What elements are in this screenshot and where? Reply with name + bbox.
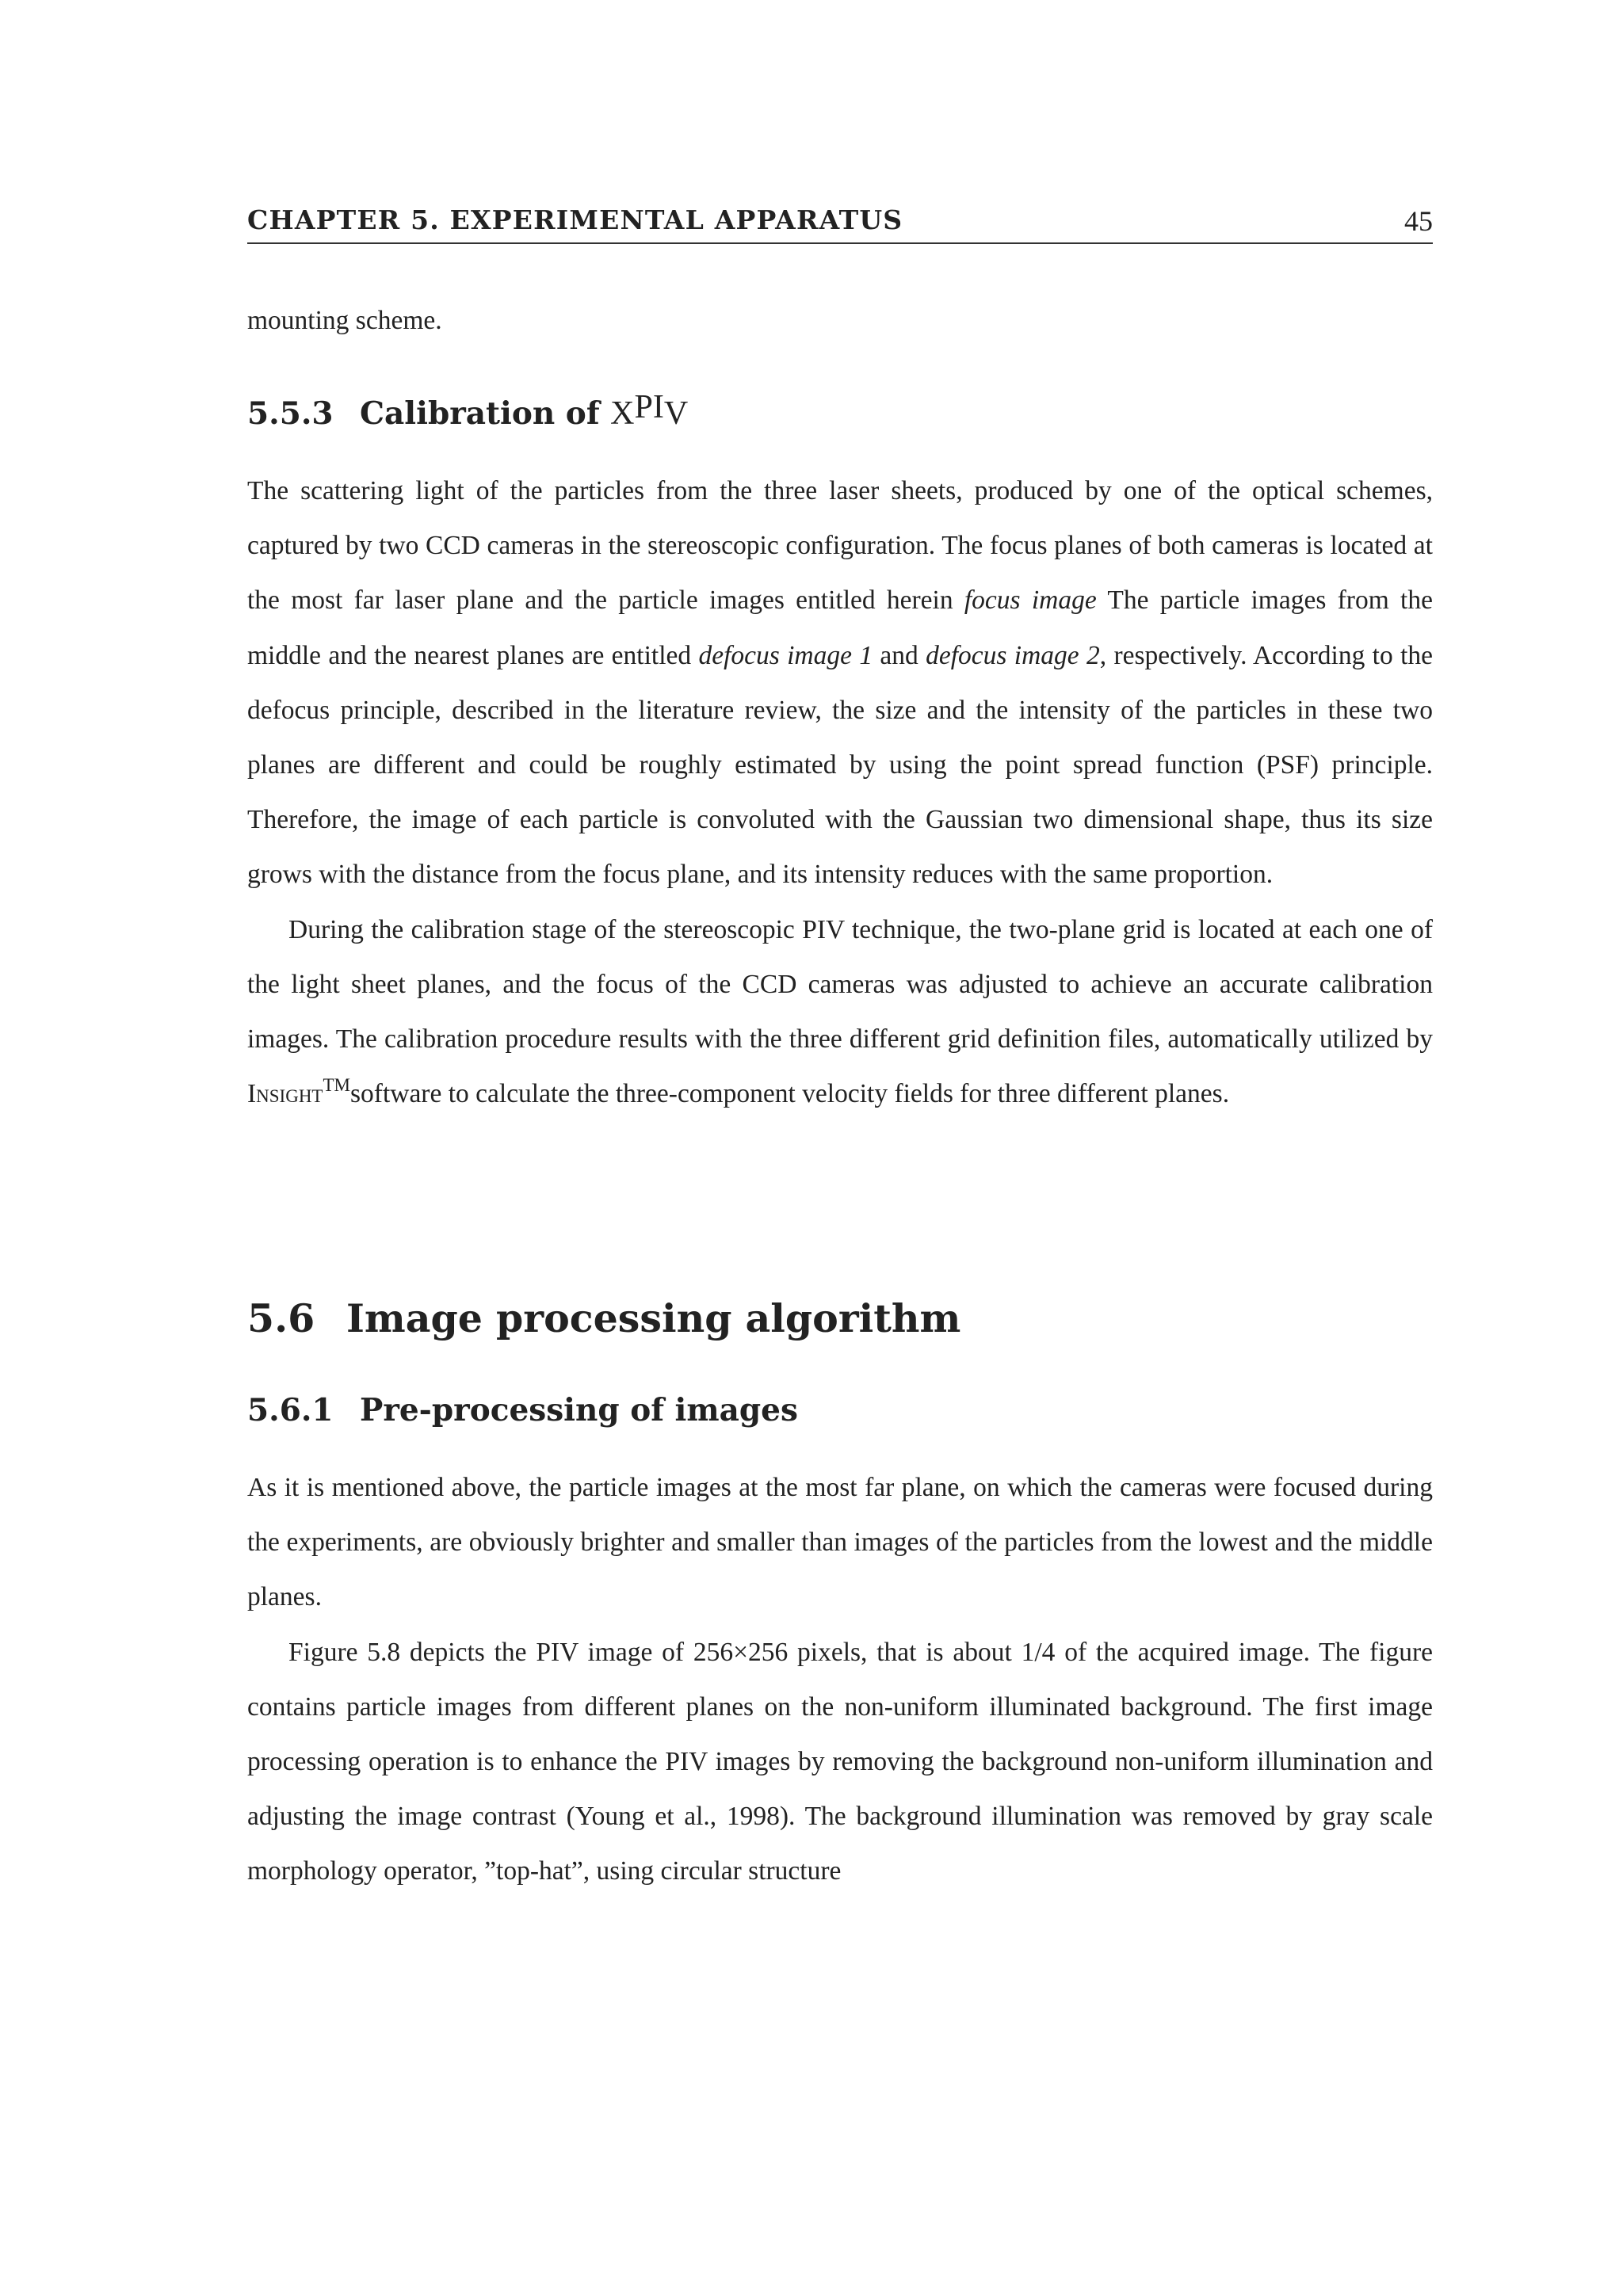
subsection-heading-5-5-3 — [247, 389, 1433, 433]
paragraph: During the calibration stage of the stereoscopic PIV technique, the two-plane grid is located at each one of the light sheet planes, and the focus of the CCD cameras was adjusted to achieve an accurate calibration images. The calibration procedure results with the three different grid definition files, automatically utilized by Insight™software to calculate the three-component velocity fields for three different planes. — [247, 914, 1433, 1109]
paragraph: Figure 5.8 depicts the PIV image of 256×256 pixels, that is about 1/4 of the acquired image. The figure contains particle images from different planes on the non-uniform illuminated background. The first image processing operation is to enhance the PIV images by removing the background non-uniform illumination and adjusting the image contrast (Young et al., 1998). The background illumination was removed by gray scale morphology operator, ”top-hat”, using circular structure — [247, 1637, 1433, 1886]
page-number: 45 — [1404, 205, 1433, 237]
software-name: Insight — [247, 1079, 323, 1109]
section-5-5-3-body — [247, 463, 1433, 1121]
subsection-title: Calibration of — [360, 395, 611, 432]
trademark-mark: TM — [323, 1075, 350, 1096]
continued-paragraph — [247, 293, 1433, 348]
paragraph-fragment: mounting scheme. — [247, 306, 442, 335]
subsection-number: 5.6.1 — [247, 1392, 334, 1428]
subsection-number: 5.5.3 — [247, 395, 334, 432]
section-title: Image processing algorithm — [346, 1295, 961, 1341]
section-number: 5.6 — [247, 1295, 315, 1341]
xpiv-logo: XPIV — [610, 389, 689, 432]
paragraph: As it is mentioned above, the particle images at the most far plane, on which the cameras were focused during the experiments, are obviously brighter and smaller than images of the particles from the lowest and the middle planes. — [247, 1473, 1433, 1612]
running-header — [247, 204, 1433, 244]
section-5-6-1-body — [247, 1460, 1433, 1899]
chapter-title: CHAPTER 5. EXPERIMENTAL APPARATUS — [247, 204, 903, 235]
section-heading-5-6 — [247, 1295, 1433, 1342]
paragraph: The scattering light of the particles from the three laser sheets, produced by one of the optical schemes, captured by two CCD cameras in the stereoscopic configuration. The focus planes of both cameras is located at the most far laser plane and the particle images entitled herein focus image The particle images from the middle and the nearest planes are entitled defocus image 1 and defocus image 2, respectively. According to the defocus principle, described in the literature review, the size and the intensity of the particles in these two planes are different and could be roughly estimated by using the point spread function (PSF) principle. Therefore, the image of each particle is convoluted with the Gaussian two dimensional shape, thus its size grows with the distance from the focus plane, and its intensity reduces with the same proportion. — [247, 476, 1434, 890]
subsection-title: Pre-processing of images — [360, 1392, 798, 1428]
subsection-heading-5-6-1 — [247, 1390, 1433, 1430]
